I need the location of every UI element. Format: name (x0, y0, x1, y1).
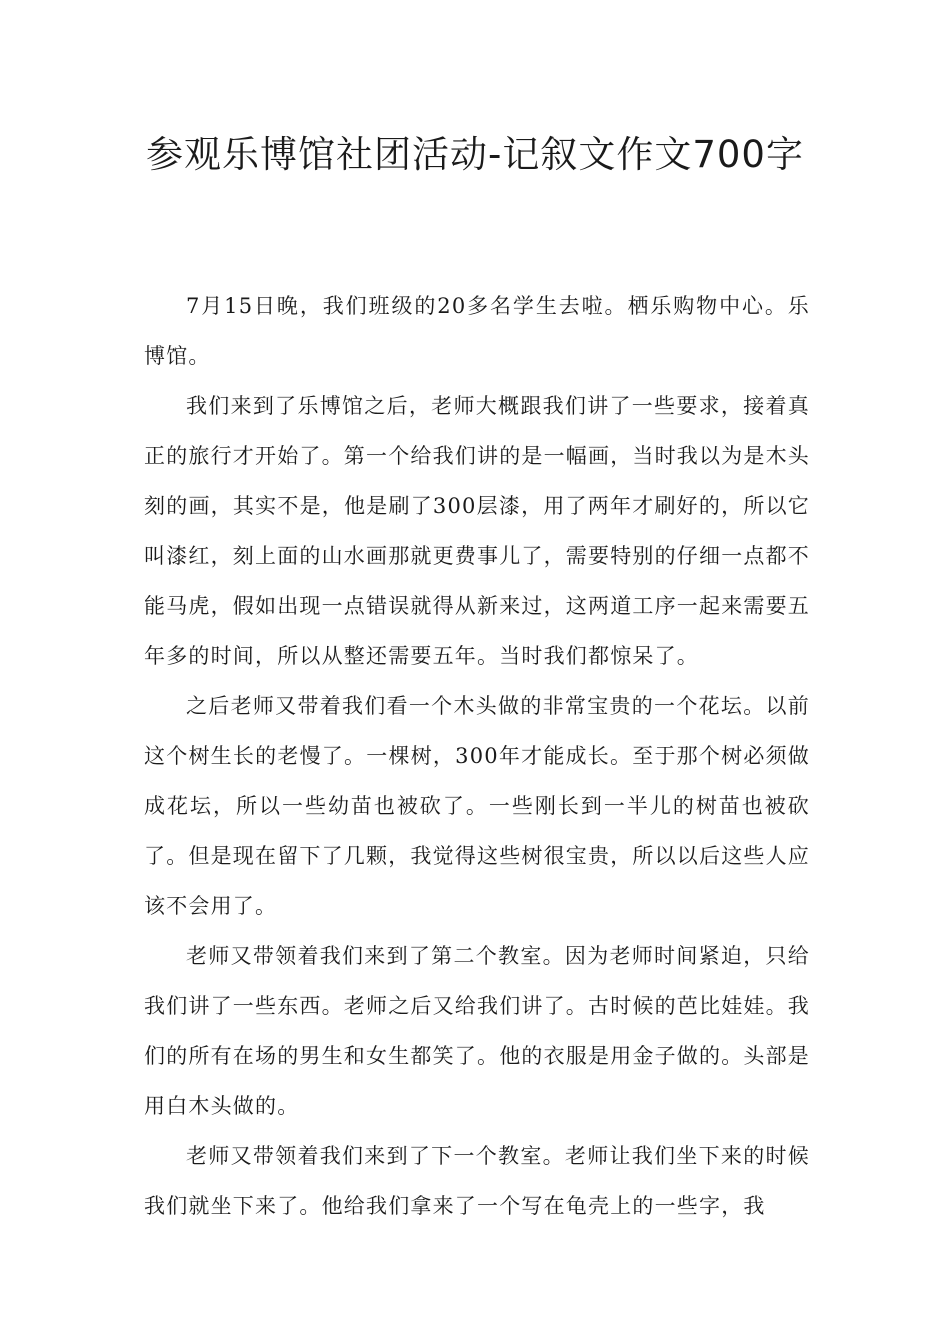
document-body (144, 281, 810, 1231)
paragraph: 老师又带领着我们来到了第二个教室。因为老师时间紧迫，只给我们讲了一些东西。老师之后又给我们讲了。古时候的芭比娃娃。我们的所有在场的男生和女生都笑了。他的衣服是用金子做的。头部是用白木头做的。 (144, 944, 810, 1118)
paragraph: 7月15日晚，我们班级的20多名学生去啦。栖乐购物中心。乐博馆。 (144, 294, 810, 368)
paragraph: 之后老师又带着我们看一个木头做的非常宝贵的一个花坛。以前这个树生长的老慢了。一棵树，300年才能成长。至于那个树必须做成花坛，所以一些幼苗也被砍了。一些刚长到一半儿的树苗也被砍了。但是现在留下了几颗，我觉得这些树很宝贵，所以以后这些人应该不会用了。 (144, 694, 810, 918)
paragraph: 老师又带领着我们来到了下一个教室。老师让我们坐下来的时候我们就坐下来了。他给我们拿来了一个写在龟壳上的一些字，我 (144, 1144, 810, 1218)
paragraph: 我们来到了乐博馆之后，老师大概跟我们讲了一些要求，接着真正的旅行才开始了。第一个给我们讲的是一幅画，当时我以为是木头刻的画，其实不是，他是刷了300层漆，用了两年才刷好的，所以它叫漆红，刻上面的山水画那就更费事儿了，需要特别的仔细一点都不能马虎，假如出现一点错误就得从新来过，这两道工序一起来需要五年多的时间，所以从整还需要五年。当时我们都惊呆了。 (144, 394, 810, 668)
document-title: 参观乐博馆社团活动-记叙文作文700字 (146, 133, 804, 176)
